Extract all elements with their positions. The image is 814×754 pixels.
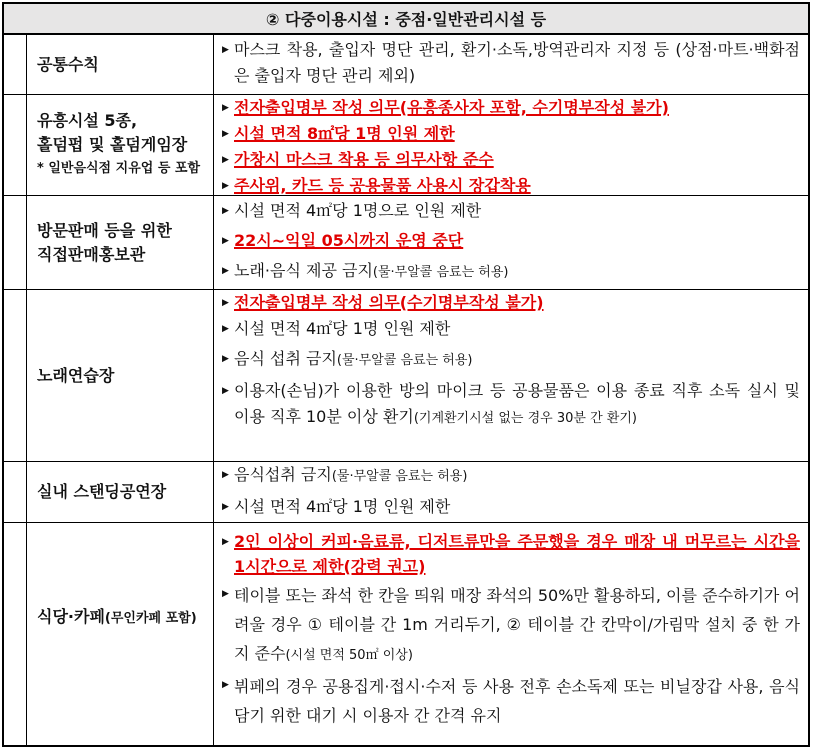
bullet-triangle-icon: ▶ [222, 354, 229, 364]
row-label: 실내 스탠딩공연장 [27, 462, 214, 522]
bullet-triangle-icon: ▶ [222, 236, 229, 246]
list-item: ▶ 2인 이상이 커피·음료류, 디저트류만을 주문했을 경우 매장 내 머무르는 시간을 1시간으로 제한(강력 권고) [222, 529, 800, 579]
bullet-triangle-icon: ▶ [222, 266, 229, 276]
bullet-triangle-icon: ▶ [222, 206, 229, 216]
bullet-triangle-icon: ▶ [222, 537, 229, 547]
bullet-triangle-icon: ▶ [222, 298, 229, 308]
list-item: ▶ 시설 면적 8㎡당 1명 인원 제한 [222, 121, 800, 147]
section-title: ② 다중이용시설 : 중점·일반관리시설 등 [2, 2, 810, 35]
table-row [2, 196, 810, 290]
row-label: 방문판매 등을 위한 직접판매홍보관 [27, 196, 214, 289]
list-item: ▶ 시설 면적 4㎡당 1명으로 인원 제한 [222, 198, 800, 224]
table-row [2, 35, 810, 95]
table-row [2, 523, 810, 745]
list-item: ▶ 시설 면적 4㎡당 1명 인원 제한 [222, 316, 800, 342]
table-bottom-border [2, 745, 810, 747]
bullet-triangle-icon: ▶ [222, 155, 229, 165]
bullet-triangle-icon: ▶ [222, 45, 229, 55]
row-content [214, 462, 808, 522]
rules-table [2, 35, 810, 745]
bullet-triangle-icon: ▶ [222, 680, 229, 690]
row-label: 식당·카페(무인카페 포함) [27, 523, 214, 745]
bullet-triangle-icon: ▶ [222, 470, 229, 480]
table-row [2, 290, 810, 462]
bullet-triangle-icon: ▶ [222, 324, 229, 334]
row-label: 유흥시설 5종, 홀덤펍 및 홀덤게임장 * 일반음식점 지유업 등 포함 [27, 95, 214, 195]
list-item: ▶ 이용자(손님)가 이용한 방의 마이크 등 공용물품은 이용 종료 직후 소독 실시 및 이용 직후 10분 이상 환기(기계환기시설 없는 경우 30분 간 환기) [222, 378, 800, 432]
list-item: ▶ 전자출입명부 작성 의무(유흥종사자 포함, 수기명부작성 불가) [222, 95, 800, 121]
list-item: ▶ 전자출입명부 작성 의무(수기명부작성 불가) [222, 290, 800, 316]
bullet-triangle-icon: ▶ [222, 181, 229, 191]
bullet-triangle-icon: ▶ [222, 502, 229, 512]
list-item: ▶ 시설 면적 4㎡당 1명 인원 제한 [222, 494, 800, 520]
bullet-triangle-icon: ▶ [222, 129, 229, 139]
list-item: ▶ 음식 섭취 금지(물·무알콜 음료는 허용) [222, 346, 800, 374]
row-content [214, 196, 808, 289]
bullet-triangle-icon: ▶ [222, 103, 229, 113]
list-item: ▶ 주사위, 카드 등 공용물품 사용시 장갑착용 [222, 173, 800, 199]
table-row [2, 462, 810, 523]
bullet-triangle-icon: ▶ [222, 386, 229, 396]
row-content [214, 35, 808, 94]
row-label: 공통수칙 [27, 35, 214, 94]
row-content [214, 523, 808, 745]
row-content [214, 95, 808, 195]
list-item: ▶ 22시~익일 05시까지 운영 중단 [222, 228, 800, 254]
bullet-triangle-icon: ▶ [222, 589, 229, 599]
table-row [2, 95, 810, 196]
list-item: ▶ 음식섭취 금지(물·무알콜 음료는 허용) [222, 462, 800, 490]
list-item: ▶ 테이블 또는 좌석 한 칸을 띄워 매장 좌석의 50%만 활용하되, 이를 준수하기가 어려울 경우 ① 테이블 간 1m 거리두기, ② 테이블 간 칸막이/가림막 설치 중 한 가지 준수(시설 면적 50㎡ 이상) [222, 581, 800, 670]
row-label: 노래연습장 [27, 290, 214, 461]
row-content [214, 290, 808, 461]
list-item: ▶ 뷔페의 경우 공용집게·접시·수저 등 사용 전후 손소독제 또는 비닐장갑 사용, 음식 담기 위한 대기 시 이용자 간 간격 유지 [222, 672, 800, 730]
list-item: ▶ 가창시 마스크 착용 등 의무사항 준수 [222, 147, 800, 173]
list-item: ▶ 노래·음식 제공 금지(물·무알콜 음료는 허용) [222, 258, 800, 286]
list-item: ▶ 마스크 착용, 출입자 명단 관리, 환기·소독,방역관리자 지정 등 (상점·마트·백화점은 출입자 명단 관리 제외) [222, 37, 800, 89]
